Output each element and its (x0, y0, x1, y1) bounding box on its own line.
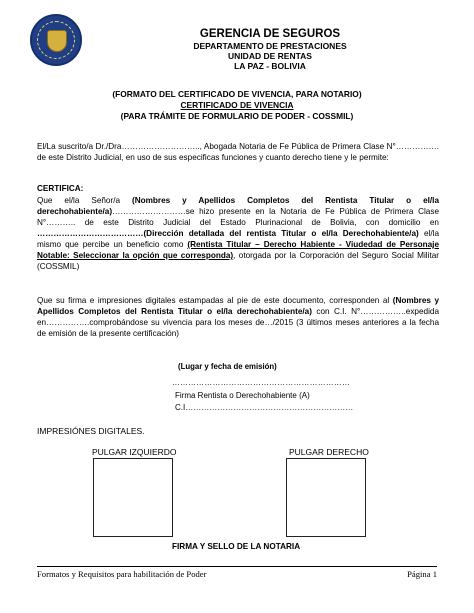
p2-address: …………………………………(Dirección detallada del rentista Titular o el/la Derechohabiente/a) (37, 229, 419, 238)
right-thumb-label: PULGAR DERECHO (289, 447, 369, 457)
title-format: (FORMATO DEL CERTIFICADO DE VIVENCIA, PARA NOTARIO) (112, 89, 362, 99)
page-number: Página 1 (407, 569, 437, 579)
footer-divider (37, 566, 437, 567)
p2-text-c: ………………………se hizo presente en la Notaria de Fe Pública de Primera Clase N°……….. de este Distrito Judicial del Estado Plurinacional de Bolivia, con domicilio en (37, 207, 439, 227)
certifica-heading: CERTIFICA: (37, 184, 84, 193)
footer-title: Formatos y Requisitos para habilitación de Poder (37, 569, 207, 579)
seal-shield (47, 30, 67, 52)
p3-text-c: con C.I. N°……………..expedida en…………….comprobándose su vivencia para los meses de…/2015 (3 últimos meses anteriores a la fecha de emisión de la presente certificación) (37, 307, 439, 338)
institutional-seal-icon (30, 14, 82, 66)
emission-place-date: (Lugar y fecha de emisión) (178, 362, 277, 371)
intro-paragraph: El/La suscrito/a Dr./Dra……………………….., Abogada Notaria de Fe Pública de Primera Clase N°……………. de este Distrito Judicial, en uso de sus especificas funciones y cuanto derecho tiene y le permite: (37, 142, 439, 162)
p3-text-a: Que su firma e impresiones digitales estampadas al pie de este documento, corresponden al (37, 296, 393, 305)
certifica-paragraph (37, 195, 439, 272)
signature-line: ………………………………………………………… (172, 378, 351, 387)
p2-rentista-name: (Nombres y Apellidos Completos del Rentista Titular o el/la derechohabiente/a) (37, 196, 440, 216)
p2-text-g: , otorgada por la Corporación del Seguro Social Militar (COSSMIL) (37, 251, 439, 271)
title-purpose: (PARA TRÁMITE DE FORMULARIO DE PODER - COSSMIL) (120, 110, 354, 121)
signature-paragraph (37, 295, 439, 339)
p2-text-e: el/la mismo que percibe un beneficio como (37, 229, 439, 249)
header-unit: UNIDAD DE RENTAS (228, 51, 312, 61)
p2-benefit-option: (Rentista Titular – Derecho Habiente - Viudedad de Personaje Notable: Seleccionar la opción que corresponda) (37, 240, 440, 260)
p3-rentista-name: (Nombres y Apellidos Completos del Rentista Titular o el/la derechohabiente/a) (37, 296, 440, 316)
fingerprints-title: IMPRESIÓNES DIGITALES. (37, 426, 145, 436)
header-organization: GERENCIA DE SEGUROS (199, 28, 341, 40)
left-thumb-box (93, 458, 173, 537)
title-certificate: CERTIFICADO DE VIVENCIA (180, 99, 294, 110)
document-titles (20, 89, 454, 121)
ci-field: C.I……………………………………………………… (175, 403, 354, 412)
left-thumb-label: PULGAR IZQUIERDO (92, 447, 177, 457)
p2-text-a: Que el/la Señor/a (37, 196, 132, 205)
notary-signature-label: FIRMA Y SELLO DE LA NOTARIA (172, 542, 301, 551)
right-thumb-box (286, 458, 366, 537)
signature-label: Firma Rentista o Derechohabiente (A) (175, 391, 310, 400)
header-location: LA PAZ - BOLIVIA (234, 61, 306, 71)
header-department: DEPARTAMENTO DE PRESTACIONES (193, 41, 347, 51)
